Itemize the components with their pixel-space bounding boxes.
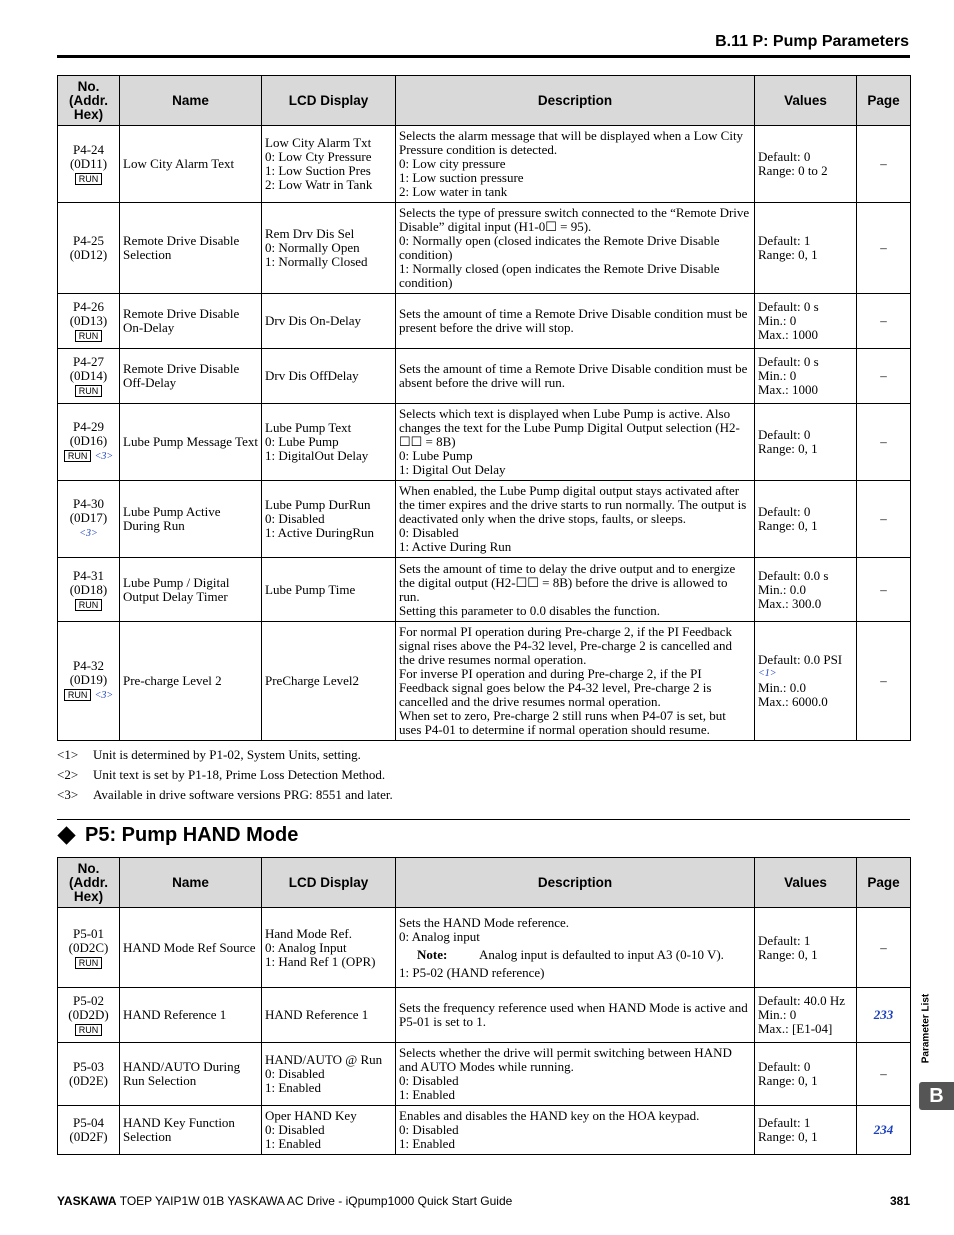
- lcd-line: 0: Lube Pump: [265, 434, 339, 449]
- lcd-line: HAND Reference 1: [265, 1007, 369, 1022]
- col-header-values: Values: [755, 76, 857, 126]
- page-dash: –: [880, 673, 887, 688]
- table-row: [58, 126, 911, 203]
- footnote-text: Unit text is set by P1-18, Prime Loss Detection Method.: [93, 767, 386, 782]
- lcd-display-cell: [262, 1106, 396, 1155]
- value-line: Max.: 300.0: [758, 595, 822, 611]
- values-cell: [755, 1043, 857, 1106]
- description-line: 0: Disabled: [399, 1122, 459, 1137]
- description-cell: [396, 558, 755, 622]
- param-number-cell: [58, 404, 120, 481]
- description-line: 1: Enabled: [399, 1136, 455, 1151]
- table-row: [58, 349, 911, 404]
- description-line: When enabled, the Lube Pump digital output stays activated after the timer expires and the drive starts to run normally. The output is deactivated only when the drive stops, faults, or sleeps.: [399, 483, 747, 526]
- lcd-display-cell: [262, 294, 396, 349]
- footnote-mark: <1>: [57, 747, 79, 762]
- lcd-display-cell: [262, 988, 396, 1043]
- name-cell: HAND Key Function Selection: [120, 1106, 262, 1155]
- table-row: [58, 908, 911, 988]
- page-cell: [857, 988, 911, 1043]
- description-line: Selects which text is displayed when Lube Pump is active. Also changes the text for the Lube Pump Digital Output selection (H2-☐☐ = 8B): [399, 406, 740, 449]
- footnote-ref[interactable]: <1>: [758, 668, 777, 679]
- name-cell: Pre-charge Level 2: [120, 622, 262, 741]
- table-row: [58, 988, 911, 1043]
- value-line: Range: 0, 1: [758, 1073, 818, 1088]
- page-cell: [857, 1043, 911, 1106]
- value-line: Min.: 0.0: [758, 680, 807, 695]
- run-badge: RUN: [64, 689, 92, 701]
- footnote: [57, 746, 393, 766]
- name-cell: HAND Reference 1: [120, 988, 262, 1043]
- param-address: (0D14): [69, 368, 108, 383]
- col-header-lcd: LCD Display: [262, 858, 396, 908]
- description-cell: [396, 481, 755, 558]
- param-number-cell: [58, 1106, 120, 1155]
- pump-parameters-table-p5: [57, 857, 911, 1155]
- value-line: Default: 0: [758, 149, 811, 164]
- page-cell: [857, 404, 911, 481]
- page-dash: –: [880, 313, 887, 328]
- footnote-mark: <2>: [57, 767, 79, 782]
- description-note: [399, 944, 751, 966]
- description-line: For normal PI operation during Pre-charge 2, if the PI Feedback signal rises above the P4-32 level, Pre-charge 2 is cancelled and the drive resumes normal operation.: [399, 624, 732, 667]
- param-number: P4-25: [72, 233, 105, 248]
- table-row: [58, 1043, 911, 1106]
- footnote: [57, 786, 393, 806]
- section-title-text: P5: Pump HAND Mode: [85, 824, 299, 846]
- param-number: P4-30: [72, 496, 105, 511]
- description-line: 1: Low suction pressure: [399, 170, 524, 185]
- lcd-line: 1: DigitalOut Delay: [265, 448, 369, 463]
- description-cell: [396, 203, 755, 294]
- param-number: P5-03: [72, 1059, 105, 1074]
- description-cell: [396, 404, 755, 481]
- page-dash: –: [880, 240, 887, 255]
- run-badge: RUN: [75, 599, 103, 611]
- col-header-name: Name: [120, 76, 262, 126]
- description-cell: [396, 908, 755, 988]
- col-header-name: Name: [120, 858, 262, 908]
- footnote-ref[interactable]: <3>: [94, 690, 114, 701]
- param-number: P4-32: [72, 658, 105, 673]
- description-line: Sets the amount of time a Remote Drive Disable condition must be present before the drive will stop.: [399, 306, 748, 335]
- value-line: Max.: 1000: [758, 382, 818, 397]
- description-line: 0: Lube Pump: [399, 448, 473, 463]
- description-cell: [396, 1106, 755, 1155]
- param-address: (0D16): [69, 433, 108, 448]
- description-line: 1: Enabled: [399, 1087, 455, 1102]
- col-header-description: Description: [396, 858, 755, 908]
- param-address: (0D2C): [68, 939, 109, 955]
- description-line: 1: Normally closed (open indicates the Remote Drive Disable condition): [399, 261, 720, 290]
- values-cell: [755, 294, 857, 349]
- value-line: Default: 0.0 s: [758, 567, 829, 583]
- param-number-cell: [58, 908, 120, 988]
- values-cell: [755, 1106, 857, 1155]
- run-badge: RUN: [75, 1024, 103, 1036]
- param-number-cell: [58, 126, 120, 203]
- lcd-display-cell: [262, 622, 396, 741]
- page-link[interactable]: 233: [873, 1007, 894, 1022]
- table-row: [58, 294, 911, 349]
- name-cell: Lube Pump Message Text: [120, 404, 262, 481]
- description-line: 0: Low city pressure: [399, 156, 506, 171]
- lcd-line: 2: Low Watr in Tank: [265, 177, 373, 192]
- lcd-line: Low City Alarm Txt: [265, 135, 372, 150]
- param-badges: [61, 171, 116, 185]
- lcd-line: Rem Drv Dis Sel: [265, 226, 355, 241]
- value-line: Range: 0, 1: [758, 946, 818, 962]
- lcd-display-cell: [262, 1043, 396, 1106]
- value-line: Range: 0, 1: [758, 518, 818, 533]
- col-header-no: No. (Addr. Hex): [58, 858, 120, 908]
- col-header-description: Description: [396, 76, 755, 126]
- lcd-line: Drv Dis OffDelay: [265, 368, 359, 383]
- lcd-display-cell: [262, 126, 396, 203]
- value-line: Range: 0, 1: [758, 247, 818, 262]
- description-line: 0: Disabled: [399, 1073, 459, 1088]
- values-cell: [755, 558, 857, 622]
- param-address: (0D19): [69, 672, 108, 687]
- lcd-line: Drv Dis On-Delay: [265, 313, 362, 328]
- lcd-line: 1: Enabled: [265, 1080, 321, 1095]
- description-cell: [396, 126, 755, 203]
- value-line: Range: 0 to 2: [758, 163, 828, 178]
- lcd-line: 1: Active DuringRun: [265, 525, 375, 540]
- lcd-line: 1: Hand Ref 1 (OPR): [265, 953, 376, 969]
- value-line: Max.: [E1-04]: [758, 1021, 833, 1036]
- lcd-line: Lube Pump Text: [265, 420, 352, 435]
- values-cell: [755, 126, 857, 203]
- param-address: (0D18): [69, 581, 108, 597]
- page-cell: [857, 1106, 911, 1155]
- name-cell: Lube Pump / Digital Output Delay Timer: [120, 558, 262, 622]
- name-cell: HAND Mode Ref Source: [120, 908, 262, 988]
- lcd-display-cell: [262, 908, 396, 988]
- page-cell: [857, 349, 911, 404]
- footer-brand: YASKAWA: [57, 1194, 117, 1208]
- param-number-cell: [58, 1043, 120, 1106]
- param-badges: [61, 955, 116, 969]
- header-rule: [57, 55, 910, 58]
- param-number-cell: [58, 203, 120, 294]
- param-number: P4-27: [72, 354, 105, 369]
- param-number: P5-02: [72, 993, 105, 1008]
- value-line: Min.: 0.0: [758, 581, 807, 597]
- col-header-no: No. (Addr. Hex): [58, 76, 120, 126]
- value-line: Default: 0.0 PSI: [758, 652, 843, 667]
- param-number-cell: [58, 558, 120, 622]
- param-number-cell: [58, 988, 120, 1043]
- footnote-text: Available in drive software versions PRG: 8551 and later.: [93, 787, 393, 802]
- values-cell: [755, 622, 857, 741]
- param-number: P4-24: [72, 142, 105, 157]
- param-badges: [61, 328, 116, 342]
- value-line: Default: 1: [758, 233, 811, 248]
- footnotes: [57, 746, 393, 806]
- section-title: [57, 823, 298, 847]
- param-number: P5-04: [72, 1115, 105, 1130]
- page-footer: [57, 1194, 910, 1208]
- section-rule: [57, 819, 910, 820]
- value-line: Default: 0: [758, 1059, 811, 1074]
- param-number-cell: [58, 349, 120, 404]
- name-cell: HAND/AUTO During Run Selection: [120, 1043, 262, 1106]
- param-badges: [61, 1022, 116, 1036]
- description-cell: [396, 988, 755, 1043]
- param-number: P4-29: [72, 419, 105, 434]
- lcd-display-cell: [262, 558, 396, 622]
- param-address: (0D17): [69, 510, 108, 525]
- page-cell: [857, 622, 911, 741]
- lcd-line: PreCharge Level2: [265, 673, 359, 688]
- lcd-line: 1: Low Suction Pres: [265, 163, 371, 178]
- col-header-lcd: LCD Display: [262, 76, 396, 126]
- lcd-line: Lube Pump DurRun: [265, 497, 371, 512]
- value-line: Range: 0, 1: [758, 441, 818, 456]
- param-address: (0D12): [69, 247, 108, 262]
- page-dash: –: [880, 511, 887, 526]
- run-badge: RUN: [75, 330, 103, 342]
- lcd-display-cell: [262, 404, 396, 481]
- description-line: Selects the alarm message that will be displayed when a Low City Pressure condition is detected.: [399, 128, 744, 157]
- page-cell: [857, 558, 911, 622]
- value-line: Default: 0: [758, 427, 811, 442]
- lcd-line: 1: Enabled: [265, 1136, 321, 1151]
- param-badges: [61, 687, 116, 703]
- diamond-bullet-icon: [57, 826, 75, 844]
- table-header-row: [58, 858, 911, 908]
- description-line: 0: Normally open (closed indicates the Remote Drive Disable condition): [399, 233, 720, 262]
- page-dash: –: [880, 581, 887, 597]
- description-line: 0: Analog input: [399, 928, 480, 944]
- page-dash: –: [880, 434, 887, 449]
- param-badges: [61, 525, 116, 541]
- description-line: Selects whether the drive will permit switching between HAND and AUTO Modes while running.: [399, 1045, 732, 1074]
- values-cell: [755, 203, 857, 294]
- side-tab-text: Parameter List: [920, 993, 932, 1064]
- name-cell: Remote Drive Disable Off-Delay: [120, 349, 262, 404]
- description-line: 1: P5-02 (HAND reference): [399, 964, 545, 980]
- values-cell: [755, 349, 857, 404]
- value-line: Default: 40.0 Hz: [758, 993, 846, 1008]
- page-cell: [857, 203, 911, 294]
- description-line: Selects the type of pressure switch connected to the “Remote Drive Disable” digital input (H1-0☐ = 95).: [399, 205, 750, 234]
- page-dash: –: [880, 368, 887, 383]
- run-badge: RUN: [75, 957, 103, 969]
- table-row: [58, 622, 911, 741]
- description-line: 2: Low water in tank: [399, 184, 508, 199]
- lcd-line: 0: Disabled: [265, 1066, 325, 1081]
- value-line: Min.: 0: [758, 1007, 797, 1022]
- param-badges: [61, 597, 116, 611]
- name-cell: Lube Pump Active During Run: [120, 481, 262, 558]
- run-badge: RUN: [64, 450, 92, 462]
- lcd-line: 0: Normally Open: [265, 240, 360, 255]
- description-line: Sets the frequency reference used when HAND Mode is active and P5-01 is set to 1.: [399, 1000, 748, 1029]
- note-text: Analog input is defaulted to input A3 (0-10 V).: [479, 946, 724, 962]
- col-header-page: Page: [857, 858, 911, 908]
- description-line: Setting this parameter to 0.0 disables the function.: [399, 602, 661, 618]
- param-number-cell: [58, 622, 120, 741]
- value-line: Max.: 6000.0: [758, 694, 828, 709]
- lcd-line: Hand Mode Ref.: [265, 925, 353, 941]
- page-dash: –: [880, 1066, 887, 1081]
- run-badge: RUN: [75, 385, 103, 397]
- side-tab-label: [916, 985, 936, 1075]
- description-line: 1: Digital Out Delay: [399, 462, 506, 477]
- lcd-display-cell: [262, 481, 396, 558]
- description-line: Sets the amount of time to delay the drive output and to energize the digital output (H2-☐☐ = 8B) before the drive is allowed to run.: [399, 560, 736, 604]
- pump-parameters-table-p4: [57, 75, 911, 741]
- lcd-line: 0: Low Cty Pressure: [265, 149, 372, 164]
- lcd-line: 0: Analog Input: [265, 939, 347, 955]
- value-line: Default: 0 s: [758, 299, 819, 314]
- table-row: [58, 481, 911, 558]
- table-row: [58, 203, 911, 294]
- description-line: 1: Active During Run: [399, 539, 512, 554]
- description-line: When set to zero, Pre-charge 2 still runs when P4-07 is set, but uses P4-01 to determine if normal operation should resume.: [399, 708, 726, 737]
- page-cell: [857, 126, 911, 203]
- page-cell: [857, 481, 911, 558]
- section-header-title: B.11 P: Pump Parameters: [715, 33, 909, 50]
- col-header-values: Values: [755, 858, 857, 908]
- page-link[interactable]: 234: [873, 1122, 894, 1137]
- footer-doc-title: TOEP YAIP1W 01B YASKAWA AC Drive - iQpump1000 Quick Start Guide: [119, 1194, 513, 1208]
- param-number: P4-26: [72, 299, 105, 314]
- lcd-line: 0: Disabled: [265, 1122, 325, 1137]
- param-address: (0D11): [69, 156, 108, 171]
- values-cell: [755, 404, 857, 481]
- value-line: Default: 0 s: [758, 354, 819, 369]
- page-cell: [857, 908, 911, 988]
- description-line: For inverse PI operation and during Pre-charge 2, if the PI Feedback signal goes below the P4-32 level, Pre-charge 2 is cancelled and the drive resumes normal operation.: [399, 666, 712, 709]
- run-badge: RUN: [75, 173, 103, 185]
- table-header-row: [58, 76, 911, 126]
- param-number: P4-31: [72, 567, 105, 583]
- param-address: (0D2F): [69, 1129, 108, 1144]
- name-cell: Low City Alarm Text: [120, 126, 262, 203]
- page-dash: –: [880, 939, 887, 955]
- value-line: Range: 0, 1: [758, 1129, 818, 1144]
- name-cell: Remote Drive Disable On-Delay: [120, 294, 262, 349]
- lcd-display-cell: [262, 349, 396, 404]
- value-line: Default: 0: [758, 504, 811, 519]
- appendix-tab-b[interactable]: B: [919, 1082, 954, 1110]
- footnote-text: Unit is determined by P1-02, System Units, setting.: [93, 747, 361, 762]
- param-address: (0D2D): [68, 1007, 109, 1022]
- value-line: Default: 1: [758, 932, 811, 948]
- lcd-line: HAND/AUTO @ Run: [265, 1052, 383, 1067]
- lcd-display-cell: [262, 203, 396, 294]
- param-badges: [61, 448, 116, 464]
- description-cell: [396, 622, 755, 741]
- table-row: [58, 404, 911, 481]
- param-number: P5-01: [72, 925, 105, 941]
- lcd-line: 0: Disabled: [265, 511, 325, 526]
- value-line: Min.: 0: [758, 368, 797, 383]
- table-row: [58, 558, 911, 622]
- description-line: Enables and disables the HAND key on the HOA keypad.: [399, 1108, 700, 1123]
- param-badges: [61, 383, 116, 397]
- page-cell: [857, 294, 911, 349]
- footnote-mark: <3>: [57, 787, 79, 802]
- footer-page-number: 381: [889, 1194, 910, 1208]
- footnote-ref[interactable]: <3>: [94, 451, 114, 462]
- param-number-cell: [58, 481, 120, 558]
- description-cell: [396, 1043, 755, 1106]
- description-cell: [396, 294, 755, 349]
- table-row: [58, 1106, 911, 1155]
- value-line: Min.: 0: [758, 313, 797, 328]
- page-dash: –: [880, 156, 887, 171]
- name-cell: Remote Drive Disable Selection: [120, 203, 262, 294]
- col-header-page: Page: [857, 76, 911, 126]
- value-line: Default: 1: [758, 1115, 811, 1130]
- values-cell: [755, 988, 857, 1043]
- param-number-cell: [58, 294, 120, 349]
- description-line: Sets the amount of time a Remote Drive Disable condition must be absent before the drive will run.: [399, 361, 748, 390]
- footnote-ref[interactable]: <3>: [79, 528, 98, 539]
- value-line: Max.: 1000: [758, 327, 818, 342]
- note-label: Note:: [417, 946, 448, 962]
- param-address: (0D2E): [69, 1073, 108, 1088]
- lcd-line: 1: Normally Closed: [265, 254, 368, 269]
- footnote: [57, 766, 393, 786]
- values-cell: [755, 908, 857, 988]
- description-cell: [396, 349, 755, 404]
- lcd-line: Lube Pump Time: [265, 581, 356, 597]
- values-cell: [755, 481, 857, 558]
- param-address: (0D13): [69, 313, 108, 328]
- description-line: 0: Disabled: [399, 525, 459, 540]
- lcd-line: Oper HAND Key: [265, 1108, 357, 1123]
- description-line: Sets the HAND Mode reference.: [399, 914, 570, 930]
